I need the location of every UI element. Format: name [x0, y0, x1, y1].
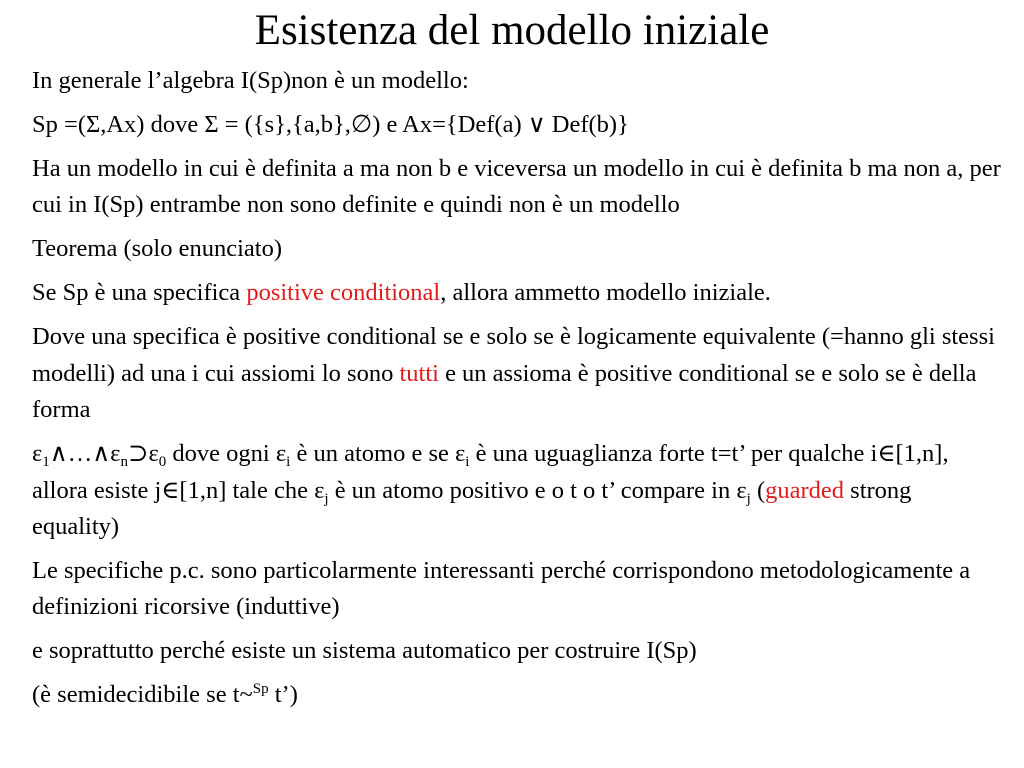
epsilon-symbol: ε: [148, 440, 159, 468]
highlight-guarded: guarded: [765, 476, 845, 504]
epsilon-symbol: ε: [275, 440, 287, 468]
paragraph-interest: Le specifiche p.c. sono particolarmente interessanti perché corrispondono metodologicamente a definizioni ricorsive (induttive): [32, 557, 971, 621]
text-segment: è un atomo e se: [290, 440, 455, 468]
subscript: j: [324, 490, 329, 507]
subscript: 0: [158, 454, 167, 471]
text-segment: strong equality): [32, 476, 912, 541]
text-segment: è un atomo positivo e o t o t’ compare in: [328, 476, 737, 504]
text-segment: [1,n] tale che: [179, 476, 315, 504]
paragraph-theorem: Teorema (solo enunciato): [32, 235, 282, 263]
text-segment: (è semidecidibile se t~: [32, 681, 253, 709]
subscript: i: [465, 454, 470, 471]
epsilon-symbol: ε: [736, 476, 747, 504]
text-segment: [1,n], allora esiste j: [32, 440, 949, 504]
element-of-symbol: ∈: [877, 440, 896, 468]
implies-symbol: ⊃: [127, 440, 149, 468]
paragraph-automatic-system: e soprattutto perché esiste un sistema automatico per costruire I(Sp): [32, 637, 697, 665]
paragraph-intro: In generale l’algebra I(Sp)non è un modello:: [32, 67, 469, 94]
subscript: i: [286, 454, 291, 471]
paragraph-models-example: Ha un modello in cui è definita a ma non b e viceversa un modello in cui è definita b ma non a, per cui in I(Sp) entrambe non sono definite e quindi non è un modello: [32, 155, 1001, 219]
and-symbols: ∧…∧: [49, 440, 111, 468]
text-segment: e un assioma è positive conditional se e solo se è della forma: [32, 359, 977, 424]
epsilon-symbol: ε: [454, 440, 466, 468]
superscript: Sp: [252, 681, 269, 698]
slide-title: Esistenza del modello iniziale: [254, 7, 770, 54]
paragraph-semidecidable: [32, 677, 1004, 713]
epsilon-symbol: ε: [110, 440, 121, 468]
paragraph-signature: Sp =(Σ,Ax) dove Σ = ({s},{a,b},∅) e Ax={Def(a) ∨ Def(b)}: [32, 111, 629, 138]
element-of-symbol: ∈: [161, 476, 180, 504]
text-segment: dove ogni: [166, 440, 276, 468]
highlight-tutti: tutti: [399, 359, 439, 387]
epsilon-symbol: ε: [32, 440, 43, 468]
paragraph-positive-conditional: [32, 275, 1004, 311]
paragraph-definition: [32, 319, 1004, 428]
highlight-positive-conditional: positive conditional: [246, 279, 441, 307]
text-segment: Dove una specifica è positive conditional se e solo se è logicamente equivalente (=hanno gli stessi modelli) ad una i cui assiomi lo sono: [32, 323, 995, 387]
epsilon-symbol: ε: [314, 476, 325, 504]
text-segment: è una uguaglianza forte t=t’ per qualche i: [469, 440, 878, 468]
subscript: j: [746, 490, 751, 507]
text-segment: , allora ammetto modello iniziale.: [440, 279, 771, 307]
text-segment: t’): [268, 681, 298, 709]
subscript: 1: [42, 454, 50, 471]
subscript: n: [120, 454, 128, 471]
text-segment: (: [750, 476, 766, 504]
paragraph-axiom-form: [32, 436, 1004, 545]
text-segment: Se Sp è una specifica: [32, 279, 247, 307]
slide-body: [32, 63, 1004, 721]
